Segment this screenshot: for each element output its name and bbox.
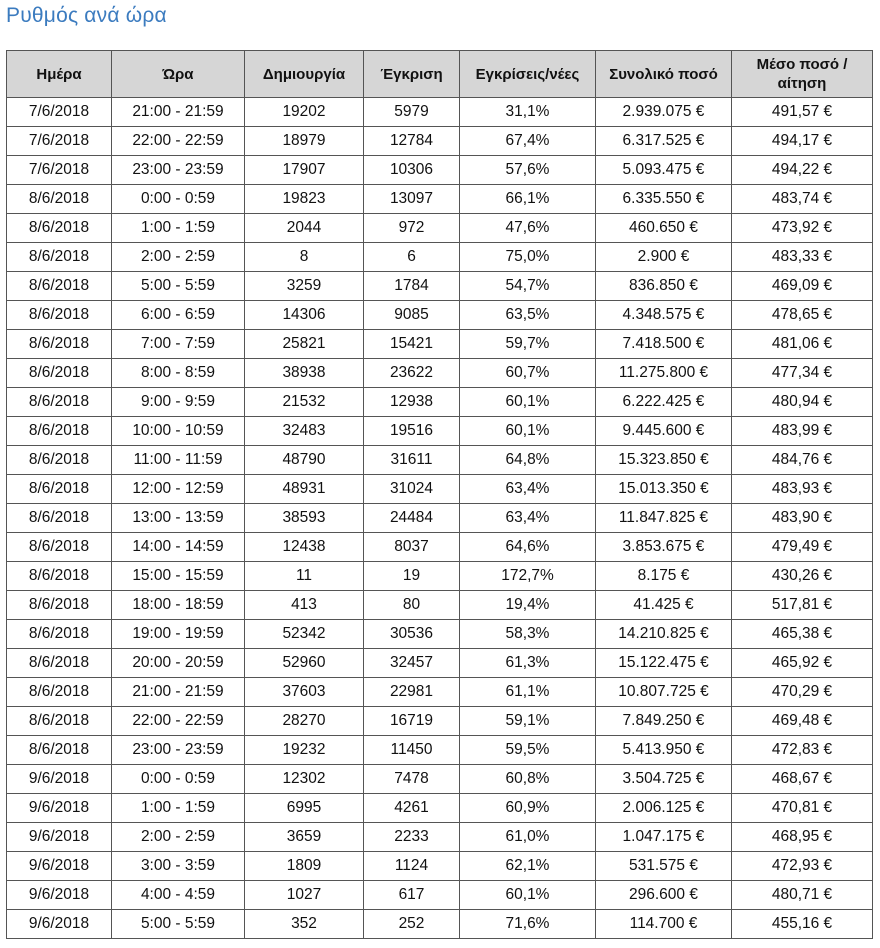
cell-approval-ratio: 60,9% [460,794,596,823]
cell-day: 9/6/2018 [7,765,112,794]
cell-average-amount: 483,74 € [732,185,873,214]
table-row [7,852,873,881]
cell-approval-ratio: 60,1% [460,881,596,910]
cell-day: 8/6/2018 [7,301,112,330]
cell-day: 8/6/2018 [7,330,112,359]
cell-approval-ratio: 54,7% [460,272,596,301]
cell-day: 8/6/2018 [7,475,112,504]
cell-average-amount: 484,76 € [732,446,873,475]
cell-total-amount: 5.093.475 € [596,156,732,185]
cell-created: 32483 [245,417,364,446]
cell-total-amount: 114.700 € [596,910,732,939]
cell-total-amount: 8.175 € [596,562,732,591]
cell-created: 14306 [245,301,364,330]
cell-total-amount: 6.335.550 € [596,185,732,214]
cell-approval: 4261 [364,794,460,823]
cell-total-amount: 14.210.825 € [596,620,732,649]
cell-day: 8/6/2018 [7,736,112,765]
cell-hour: 22:00 - 22:59 [112,707,245,736]
cell-approval-ratio: 66,1% [460,185,596,214]
header-average-amount: Μέσο ποσό / αίτηση [732,51,873,98]
cell-average-amount: 468,95 € [732,823,873,852]
cell-created: 52342 [245,620,364,649]
cell-approval: 31611 [364,446,460,475]
cell-created: 1027 [245,881,364,910]
header-day: Ημέρα [7,51,112,98]
header-created: Δημιουργία [245,51,364,98]
cell-approval-ratio: 61,0% [460,823,596,852]
table-row [7,156,873,185]
cell-average-amount: 469,48 € [732,707,873,736]
table-row [7,533,873,562]
cell-hour: 6:00 - 6:59 [112,301,245,330]
cell-approval-ratio: 59,1% [460,707,596,736]
cell-approval: 12784 [364,127,460,156]
cell-average-amount: 465,38 € [732,620,873,649]
table-row [7,678,873,707]
cell-day: 8/6/2018 [7,678,112,707]
cell-approval-ratio: 57,6% [460,156,596,185]
cell-average-amount: 483,99 € [732,417,873,446]
cell-created: 18979 [245,127,364,156]
cell-created: 28270 [245,707,364,736]
cell-average-amount: 483,93 € [732,475,873,504]
cell-approval-ratio: 67,4% [460,127,596,156]
cell-average-amount: 473,92 € [732,214,873,243]
table-row [7,185,873,214]
cell-approval: 252 [364,910,460,939]
cell-day: 8/6/2018 [7,533,112,562]
cell-hour: 11:00 - 11:59 [112,446,245,475]
cell-hour: 23:00 - 23:59 [112,156,245,185]
cell-day: 9/6/2018 [7,910,112,939]
cell-average-amount: 494,22 € [732,156,873,185]
cell-created: 1809 [245,852,364,881]
table-row [7,765,873,794]
cell-hour: 7:00 - 7:59 [112,330,245,359]
cell-approval-ratio: 64,6% [460,533,596,562]
cell-approval: 15421 [364,330,460,359]
cell-hour: 8:00 - 8:59 [112,359,245,388]
cell-total-amount: 6.317.525 € [596,127,732,156]
cell-created: 2044 [245,214,364,243]
cell-total-amount: 41.425 € [596,591,732,620]
header-approval-ratio: Εγκρίσεις/νέες [460,51,596,98]
section-heading: Ρυθμός ανά ώρα [6,4,167,27]
cell-approval-ratio: 62,1% [460,852,596,881]
cell-approval: 32457 [364,649,460,678]
cell-approval-ratio: 60,1% [460,417,596,446]
table-row [7,649,873,678]
cell-approval: 31024 [364,475,460,504]
cell-total-amount: 3.853.675 € [596,533,732,562]
cell-created: 11 [245,562,364,591]
cell-day: 8/6/2018 [7,417,112,446]
cell-average-amount: 465,92 € [732,649,873,678]
cell-total-amount: 3.504.725 € [596,765,732,794]
cell-approval: 80 [364,591,460,620]
cell-approval: 2233 [364,823,460,852]
cell-hour: 9:00 - 9:59 [112,388,245,417]
cell-average-amount: 468,67 € [732,765,873,794]
cell-approval-ratio: 71,6% [460,910,596,939]
cell-average-amount: 469,09 € [732,272,873,301]
cell-hour: 10:00 - 10:59 [112,417,245,446]
cell-approval-ratio: 60,8% [460,765,596,794]
cell-created: 352 [245,910,364,939]
cell-average-amount: 472,93 € [732,852,873,881]
table-row [7,620,873,649]
cell-total-amount: 1.047.175 € [596,823,732,852]
cell-total-amount: 2.939.075 € [596,98,732,127]
cell-created: 19232 [245,736,364,765]
cell-day: 8/6/2018 [7,446,112,475]
cell-created: 48931 [245,475,364,504]
cell-approval: 1124 [364,852,460,881]
cell-hour: 2:00 - 2:59 [112,243,245,272]
cell-approval: 24484 [364,504,460,533]
cell-day: 7/6/2018 [7,98,112,127]
cell-created: 3659 [245,823,364,852]
cell-created: 8 [245,243,364,272]
cell-approval-ratio: 59,5% [460,736,596,765]
cell-day: 8/6/2018 [7,504,112,533]
cell-hour: 22:00 - 22:59 [112,127,245,156]
cell-approval-ratio: 19,4% [460,591,596,620]
table-row [7,707,873,736]
cell-approval: 10306 [364,156,460,185]
cell-hour: 23:00 - 23:59 [112,736,245,765]
cell-average-amount: 455,16 € [732,910,873,939]
cell-total-amount: 4.348.575 € [596,301,732,330]
cell-average-amount: 483,33 € [732,243,873,272]
cell-total-amount: 10.807.725 € [596,678,732,707]
cell-approval: 972 [364,214,460,243]
cell-approval-ratio: 61,1% [460,678,596,707]
cell-approval-ratio: 64,8% [460,446,596,475]
cell-created: 12438 [245,533,364,562]
table-row [7,127,873,156]
cell-total-amount: 15.122.475 € [596,649,732,678]
cell-hour: 5:00 - 5:59 [112,272,245,301]
cell-approval: 12938 [364,388,460,417]
cell-approval-ratio: 75,0% [460,243,596,272]
table-row [7,98,873,127]
table-row [7,736,873,765]
cell-hour: 21:00 - 21:59 [112,98,245,127]
table-row [7,272,873,301]
cell-total-amount: 7.849.250 € [596,707,732,736]
table-row [7,823,873,852]
cell-approval-ratio: 172,7% [460,562,596,591]
cell-total-amount: 15.323.850 € [596,446,732,475]
cell-total-amount: 2.900 € [596,243,732,272]
cell-day: 8/6/2018 [7,272,112,301]
cell-day: 8/6/2018 [7,591,112,620]
table-row [7,475,873,504]
cell-approval-ratio: 60,1% [460,388,596,417]
cell-approval-ratio: 58,3% [460,620,596,649]
cell-hour: 3:00 - 3:59 [112,852,245,881]
cell-average-amount: 470,29 € [732,678,873,707]
cell-approval: 8037 [364,533,460,562]
cell-hour: 4:00 - 4:59 [112,881,245,910]
cell-total-amount: 15.013.350 € [596,475,732,504]
cell-average-amount: 481,06 € [732,330,873,359]
table-row [7,446,873,475]
cell-created: 21532 [245,388,364,417]
cell-average-amount: 430,26 € [732,562,873,591]
cell-created: 19202 [245,98,364,127]
table-row [7,562,873,591]
cell-created: 3259 [245,272,364,301]
cell-approval: 9085 [364,301,460,330]
cell-approval: 19516 [364,417,460,446]
cell-day: 8/6/2018 [7,620,112,649]
cell-hour: 21:00 - 21:59 [112,678,245,707]
cell-day: 9/6/2018 [7,794,112,823]
cell-approval-ratio: 63,4% [460,475,596,504]
header-approval: Έγκριση [364,51,460,98]
table-row [7,591,873,620]
header-total-amount: Συνολικό ποσό [596,51,732,98]
cell-hour: 19:00 - 19:59 [112,620,245,649]
table-row [7,214,873,243]
cell-approval: 30536 [364,620,460,649]
cell-day: 9/6/2018 [7,823,112,852]
cell-created: 38593 [245,504,364,533]
cell-total-amount: 7.418.500 € [596,330,732,359]
table-row [7,881,873,910]
cell-created: 37603 [245,678,364,707]
cell-hour: 0:00 - 0:59 [112,765,245,794]
table-row [7,359,873,388]
cell-approval: 22981 [364,678,460,707]
cell-hour: 1:00 - 1:59 [112,794,245,823]
cell-approval: 23622 [364,359,460,388]
cell-approval-ratio: 63,4% [460,504,596,533]
cell-total-amount: 2.006.125 € [596,794,732,823]
cell-hour: 1:00 - 1:59 [112,214,245,243]
table-row [7,388,873,417]
cell-hour: 15:00 - 15:59 [112,562,245,591]
cell-approval: 617 [364,881,460,910]
table-row [7,417,873,446]
table-row [7,504,873,533]
cell-approval-ratio: 59,7% [460,330,596,359]
cell-hour: 5:00 - 5:59 [112,910,245,939]
table-row [7,794,873,823]
cell-hour: 0:00 - 0:59 [112,185,245,214]
cell-average-amount: 491,57 € [732,98,873,127]
cell-average-amount: 480,94 € [732,388,873,417]
cell-created: 19823 [245,185,364,214]
cell-average-amount: 479,49 € [732,533,873,562]
cell-day: 8/6/2018 [7,243,112,272]
cell-approval-ratio: 61,3% [460,649,596,678]
cell-approval-ratio: 60,7% [460,359,596,388]
cell-hour: 12:00 - 12:59 [112,475,245,504]
cell-day: 7/6/2018 [7,127,112,156]
cell-total-amount: 9.445.600 € [596,417,732,446]
cell-average-amount: 480,71 € [732,881,873,910]
hourly-rate-table [6,50,873,939]
cell-approval-ratio: 63,5% [460,301,596,330]
table-header-row [7,51,873,98]
cell-average-amount: 477,34 € [732,359,873,388]
cell-total-amount: 11.847.825 € [596,504,732,533]
table-body [7,98,873,939]
cell-day: 8/6/2018 [7,185,112,214]
cell-approval: 6 [364,243,460,272]
table-row [7,301,873,330]
cell-hour: 20:00 - 20:59 [112,649,245,678]
cell-average-amount: 494,17 € [732,127,873,156]
cell-approval: 1784 [364,272,460,301]
cell-created: 17907 [245,156,364,185]
cell-day: 8/6/2018 [7,707,112,736]
table-row [7,910,873,939]
cell-approval: 5979 [364,98,460,127]
cell-created: 48790 [245,446,364,475]
cell-approval: 7478 [364,765,460,794]
cell-total-amount: 531.575 € [596,852,732,881]
cell-approval: 16719 [364,707,460,736]
cell-day: 8/6/2018 [7,388,112,417]
cell-approval: 13097 [364,185,460,214]
cell-day: 8/6/2018 [7,562,112,591]
cell-total-amount: 836.850 € [596,272,732,301]
cell-average-amount: 472,83 € [732,736,873,765]
table-row [7,243,873,272]
cell-day: 8/6/2018 [7,359,112,388]
cell-average-amount: 517,81 € [732,591,873,620]
cell-total-amount: 6.222.425 € [596,388,732,417]
cell-created: 12302 [245,765,364,794]
cell-total-amount: 460.650 € [596,214,732,243]
cell-day: 7/6/2018 [7,156,112,185]
cell-created: 25821 [245,330,364,359]
cell-total-amount: 11.275.800 € [596,359,732,388]
cell-total-amount: 296.600 € [596,881,732,910]
cell-hour: 18:00 - 18:59 [112,591,245,620]
cell-created: 413 [245,591,364,620]
cell-day: 8/6/2018 [7,214,112,243]
cell-hour: 13:00 - 13:59 [112,504,245,533]
cell-created: 38938 [245,359,364,388]
cell-approval-ratio: 47,6% [460,214,596,243]
header-hour: Ώρα [112,51,245,98]
cell-average-amount: 483,90 € [732,504,873,533]
cell-day: 9/6/2018 [7,852,112,881]
table-row [7,330,873,359]
cell-hour: 14:00 - 14:59 [112,533,245,562]
cell-created: 6995 [245,794,364,823]
cell-approval: 11450 [364,736,460,765]
cell-total-amount: 5.413.950 € [596,736,732,765]
cell-created: 52960 [245,649,364,678]
cell-approval-ratio: 31,1% [460,98,596,127]
cell-approval: 19 [364,562,460,591]
cell-hour: 2:00 - 2:59 [112,823,245,852]
cell-average-amount: 478,65 € [732,301,873,330]
cell-day: 9/6/2018 [7,881,112,910]
cell-average-amount: 470,81 € [732,794,873,823]
cell-day: 8/6/2018 [7,649,112,678]
